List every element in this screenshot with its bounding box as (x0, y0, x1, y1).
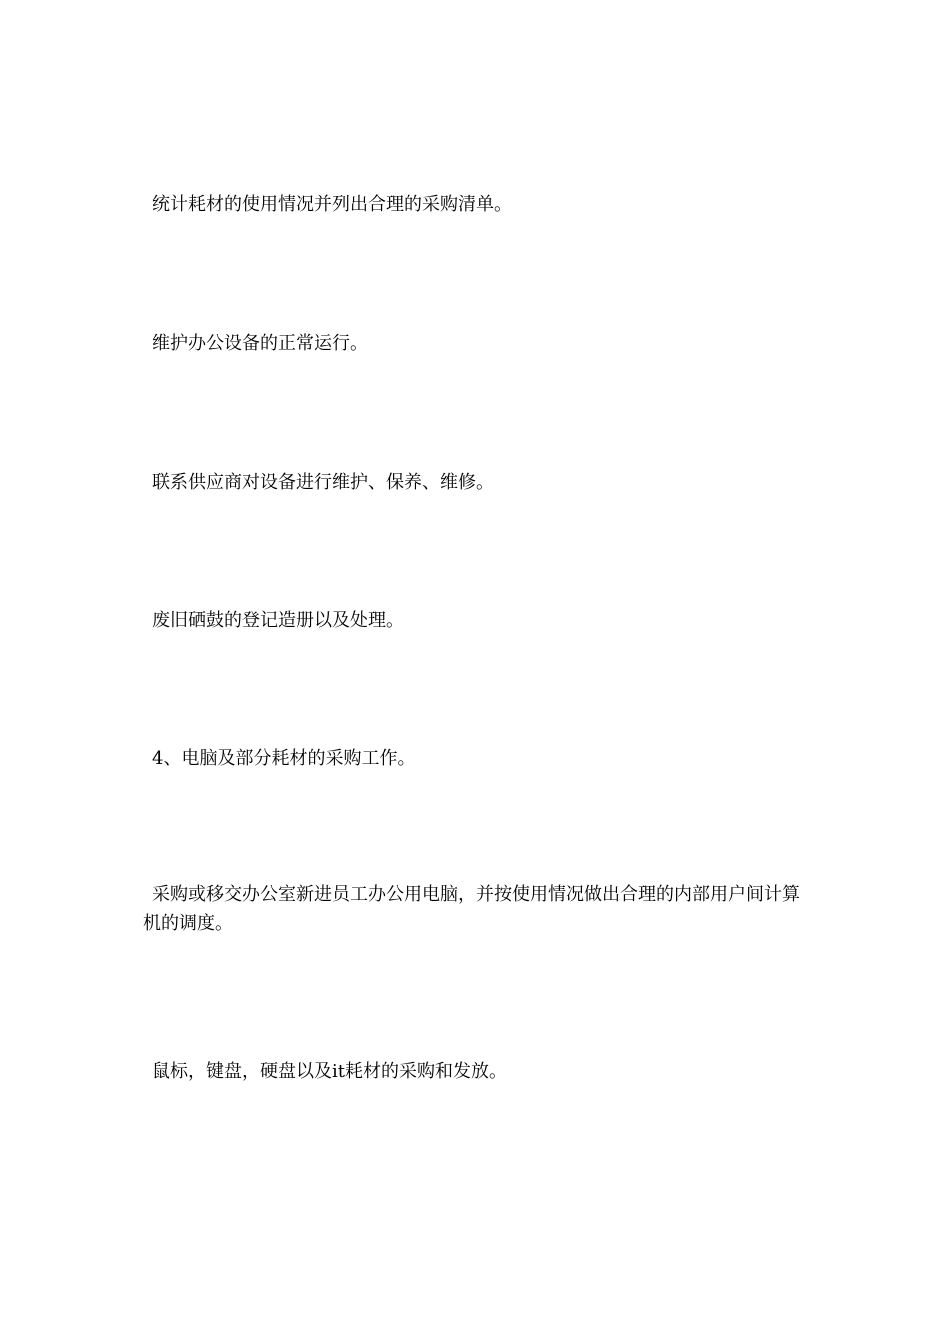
paragraph-computer-procurement: 采购或移交办公室新进员工办公用电脑，并按使用情况做出合理的内部用户间计算机的调度。 (143, 884, 800, 934)
paragraph-section-4-heading: 4、电脑及部分耗材的采购工作。 (152, 748, 416, 769)
paragraph-peripherals-procurement: 鼠标，键盘，硬盘以及it耗材的采购和发放。 (152, 1061, 507, 1082)
paragraph-consumables-usage: 统计耗材的使用情况并列出合理的采购清单。 (152, 194, 512, 215)
paragraph-toner-disposal: 废旧硒鼓的登记造册以及处理。 (152, 610, 404, 631)
paragraph-supplier-contact: 联系供应商对设备进行维护、保养、维修。 (152, 472, 494, 493)
paragraph-office-equipment-maintenance: 维护办公设备的正常运行。 (152, 333, 368, 354)
